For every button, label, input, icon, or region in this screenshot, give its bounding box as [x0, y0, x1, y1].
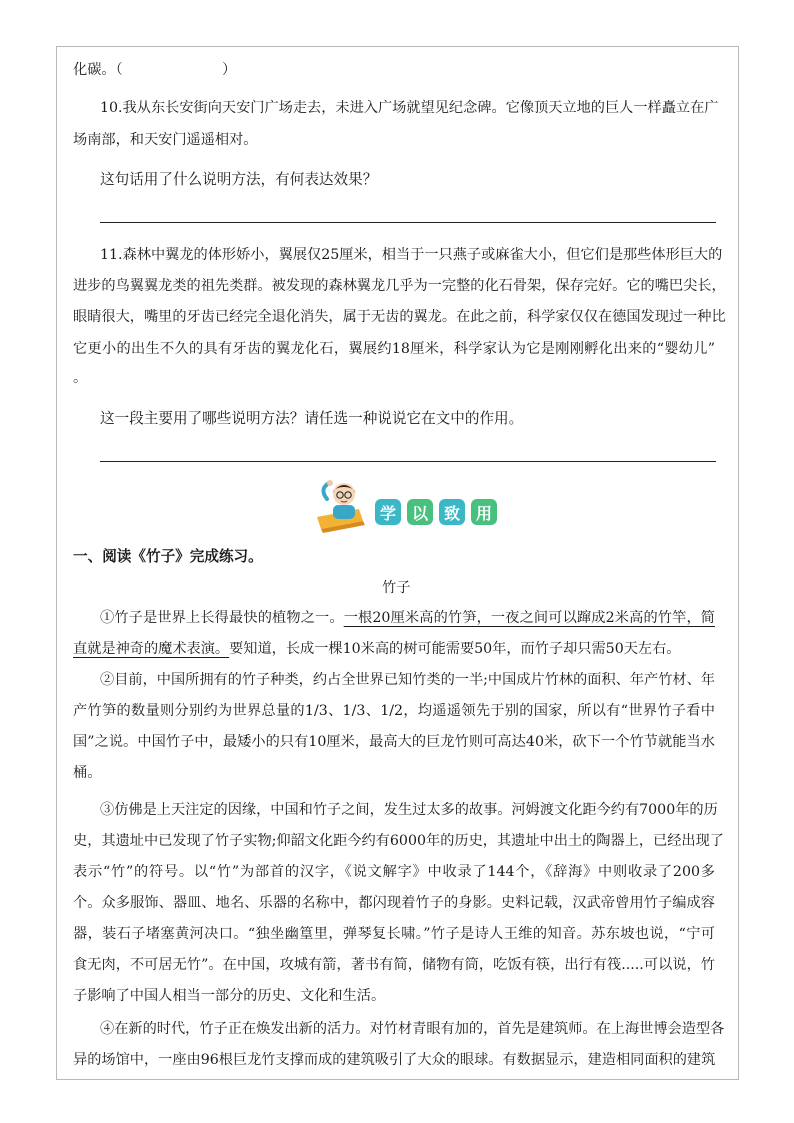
- q11-text-line: 它更小的出生不久的具有牙齿的翼龙化石，翼展约18厘米，科学家认为它是刚刚孵化出来的“婴幼儿”: [73, 341, 715, 357]
- passage-line: 产竹笋的数量则分别约为世界总量的1/3、1/3、1/2，均遥遥领先于别的国家，所以有“世界竹子看中: [73, 703, 715, 719]
- section-heading: 一、阅读《竹子》完成练习。: [73, 548, 263, 565]
- banner-char: 以: [407, 499, 433, 525]
- q10-text-line: 10.我从东长安街向天安门广场走去，未进入广场就望见纪念碑。它像顶天立地的巨人一样矗立在广: [100, 100, 719, 116]
- passage-title: 竹子: [382, 580, 411, 596]
- q11-text-line: 11.森林中翼龙的体形娇小，翼展仅25厘米，相当于一只燕子或麻雀大小，但它们是那些体形巨大的: [100, 247, 723, 263]
- passage-line: 异的场馆中，一座由96根巨龙竹支撑而成的建筑吸引了大众的眼球。有数据显示，建造相同面积的建筑: [73, 1052, 716, 1068]
- underlined-sentence: 直就是神奇的魔术表演。: [73, 641, 230, 657]
- student-reading-icon: [313, 479, 373, 535]
- banner-char: 致: [439, 499, 465, 525]
- banner-char: 学: [375, 499, 401, 525]
- q11-text-line: 。: [73, 370, 88, 386]
- underlined-sentence: 一根20厘米高的竹笋，一夜之间可以蹿成2米高的竹竿，简: [343, 610, 715, 626]
- passage-line: 子影响了中国人相当一部分的历史、文化和生活。: [73, 988, 386, 1004]
- passage-line: 个。众多服饰、器皿、地名、乐器的名称中，都闪现着竹子的身影。史料记载，汉武帝曾用竹子编成容: [73, 895, 715, 911]
- q11-text-line: 眼睛很大，嘴里的牙齿已经完全退化消失，属于无齿的翼龙。在此之前，科学家仅仅在德国发现过一种比: [73, 309, 726, 325]
- passage-line: ④在新的时代，竹子正在焕发出新的活力。对竹材青眼有加的，首先是建筑师。在上海世博会造型各: [100, 1021, 725, 1037]
- banner-char: 用: [471, 499, 497, 525]
- passage-line: 表示“竹”的符号。以“竹”为部首的汉字，《说文解字》中收录了144个，《辞海》中则收录了200多: [73, 864, 715, 880]
- q11-question: 这一段主要用了哪些说明方法？请任选一种说说它在文中的作用。: [100, 410, 524, 427]
- passage-line: ②目前，中国所拥有的竹子种类，约占全世界已知竹类的一半;中国成片竹林的面积、年产竹材、年: [100, 672, 715, 688]
- passage-line: ③仿佛是上天注定的因缘，中国和竹子之间，发生过太多的故事。河姆渡文化距今约有7000年的历: [100, 802, 718, 818]
- section-banner: [313, 479, 503, 535]
- q10-question: 这句话用了什么说明方法，有何表达效果？: [100, 171, 378, 188]
- previous-question-tail: 化碳。（ ）: [73, 62, 237, 78]
- passage-line: 国”之说。中国竹子中，最矮小的只有10厘米，最高大的巨龙竹则可高达40米，砍下一个竹节就能当水: [73, 734, 715, 750]
- passage-line: 食无肉，不可居无竹”。在中国，攻城有箭，著书有简，储物有筒，吃饭有筷，出行有筏.....可以说，竹: [73, 957, 715, 973]
- q10-answer-line[interactable]: [100, 222, 716, 223]
- passage-text: 要知道，长成一棵10米高的树可能需要50年，而竹子却只需50天左右。: [229, 641, 681, 657]
- passage-text: ①竹子是世界上长得最快的植物之一。: [100, 610, 344, 626]
- q10-text-line: 场南部，和天安门遥遥相对。: [73, 132, 258, 148]
- q11-text-line: 进步的鸟翼翼龙类的祖先类群。被发现的森林翼龙几乎为一完整的化石骨架，保存完好。它的嘴巴尖长，: [73, 278, 726, 294]
- passage-line: [73, 634, 681, 666]
- passage-line: [100, 603, 715, 635]
- passage-line: 器，装石子堵塞黄河决口。“独坐幽篁里，弹琴复长啸。”竹子是诗人王维的知音。苏东坡也说，“宁可: [73, 926, 715, 942]
- passage-line: 史，其遗址中已发现了竹子实物;仰韶文化距今约有6000年的历史，其遗址中出土的陶器上，已经出现了: [73, 833, 724, 849]
- passage-line: 桶。: [73, 765, 102, 781]
- q11-answer-line[interactable]: [100, 461, 716, 462]
